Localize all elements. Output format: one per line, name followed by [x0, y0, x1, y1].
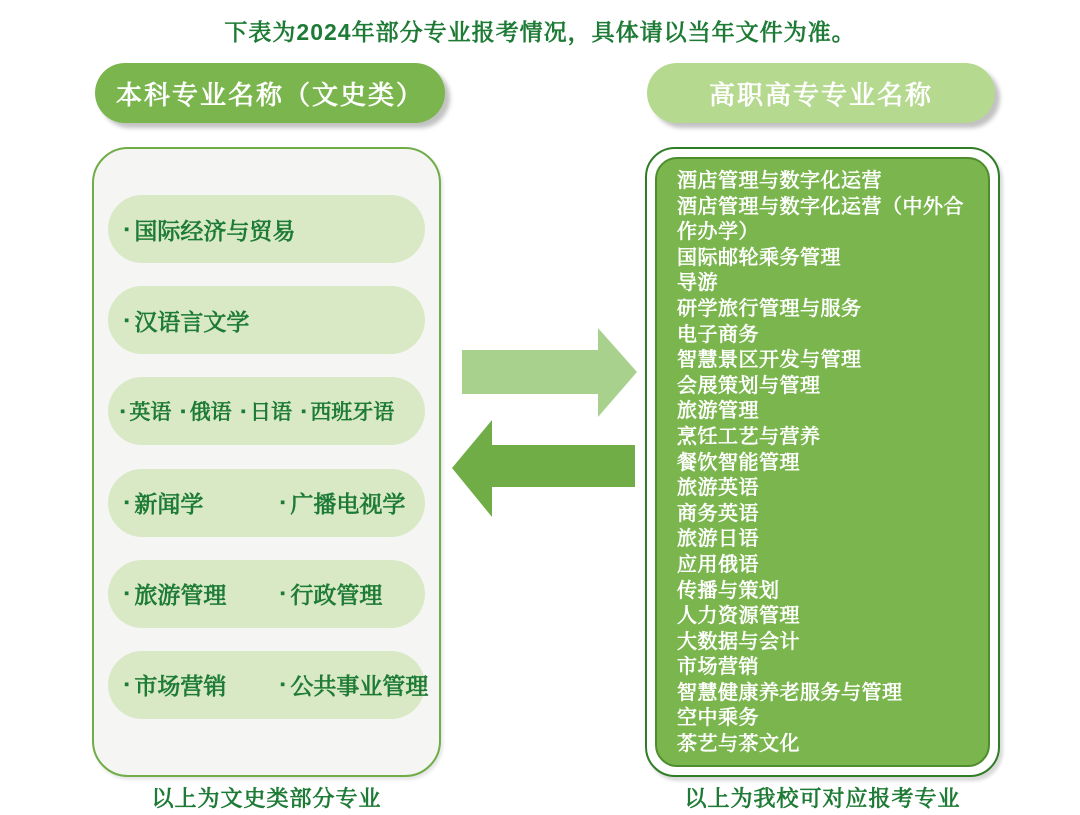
vocational-header: 高职高专专业名称 — [647, 63, 995, 123]
major-entry — [241, 396, 292, 426]
bullet-icon: ▪ — [300, 402, 307, 420]
major-entry — [124, 304, 249, 337]
bullet-icon: ▪ — [124, 494, 130, 512]
major-name: 国际经济与贸易 — [134, 217, 296, 244]
vocational-major: 应用俄语 — [677, 553, 759, 576]
major-entry — [120, 396, 171, 426]
major-name: 广播电视学 — [290, 491, 406, 518]
undergraduate-header: 本科专业名称（文史类） — [95, 63, 445, 123]
bullet-icon: ▪ — [280, 494, 286, 512]
vocational-major: 智慧健康养老服务与管理 — [677, 681, 903, 704]
major-name: 俄语 — [189, 401, 232, 425]
bullet-icon: ▪ — [180, 402, 186, 420]
vocational-major: 传播与策划 — [677, 579, 780, 602]
major-pill — [108, 195, 425, 263]
vocational-major: 人力资源管理 — [677, 605, 800, 628]
major-entry — [280, 577, 413, 610]
major-pill — [108, 377, 425, 445]
vocational-major: 智慧景区开发与管理 — [677, 349, 862, 372]
major-entry — [124, 668, 280, 701]
major-name: 英语 — [129, 401, 172, 425]
major-entry — [280, 668, 429, 701]
vocational-major-list — [655, 157, 990, 767]
vocational-major: 市场营销 — [677, 656, 759, 679]
vocational-major: 会展策划与管理 — [677, 374, 821, 397]
bullet-icon: ▪ — [240, 402, 246, 420]
major-name: 旅游管理 — [134, 582, 227, 609]
exchange-arrows — [441, 300, 641, 550]
major-name: 行政管理 — [290, 582, 383, 609]
vocational-major: 空中乘务 — [677, 707, 759, 730]
vocational-major: 国际邮轮乘务管理 — [677, 246, 841, 269]
vocational-major: 导游 — [677, 272, 718, 295]
major-entry — [180, 396, 231, 426]
major-pill — [108, 469, 425, 537]
major-pill — [108, 651, 429, 719]
vocational-major: 商务英语 — [677, 502, 759, 525]
vocational-major: 电子商务 — [677, 323, 759, 346]
bullet-icon: ▪ — [280, 676, 286, 694]
major-name: 日语 — [249, 401, 292, 425]
major-entry — [124, 577, 280, 610]
major-name: 市场营销 — [134, 673, 227, 700]
vocational-major: 烹饪工艺与营养 — [677, 425, 821, 448]
vocational-major: 研学旅行管理与服务 — [677, 297, 862, 320]
major-entry — [280, 486, 413, 519]
major-entry — [124, 213, 295, 246]
page-title: 下表为2024年部分专业报考情况，具体请以当年文件为准。 — [224, 19, 856, 45]
vocational-majors-panel — [645, 147, 1000, 777]
vocational-major: 酒店管理与数字化运营（中外合作办学） — [677, 195, 964, 244]
major-name: 西班牙语 — [310, 401, 395, 425]
vocational-major: 旅游日语 — [677, 528, 759, 551]
bullet-icon: ▪ — [124, 676, 130, 694]
bullet-icon: ▪ — [120, 402, 126, 420]
major-name: 公共事业管理 — [290, 673, 429, 700]
major-pill — [108, 286, 425, 354]
bullet-icon: ▪ — [124, 220, 130, 238]
arrow-right-icon — [462, 328, 637, 417]
major-pill — [108, 560, 425, 628]
major-name: 新闻学 — [134, 491, 204, 518]
bullet-icon: ▪ — [124, 585, 130, 603]
major-entry — [301, 396, 394, 426]
undergraduate-majors-panel — [92, 147, 441, 777]
vocational-major: 旅游英语 — [677, 477, 759, 500]
bullet-icon: ▪ — [280, 585, 286, 603]
major-name: 汉语言文学 — [134, 308, 250, 335]
arrow-left-icon — [452, 420, 635, 517]
vocational-major: 茶艺与茶文化 — [677, 733, 800, 756]
vocational-major: 大数据与会计 — [677, 630, 800, 653]
major-entry — [124, 486, 280, 519]
vocational-caption: 以上为我校可对应报考专业 — [684, 786, 961, 811]
vocational-major: 餐饮智能管理 — [677, 451, 800, 474]
undergraduate-caption: 以上为文史类部分专业 — [151, 786, 382, 811]
bullet-icon: ▪ — [124, 311, 130, 329]
vocational-major: 旅游管理 — [677, 400, 759, 423]
vocational-major: 酒店管理与数字化运营 — [677, 170, 882, 192]
